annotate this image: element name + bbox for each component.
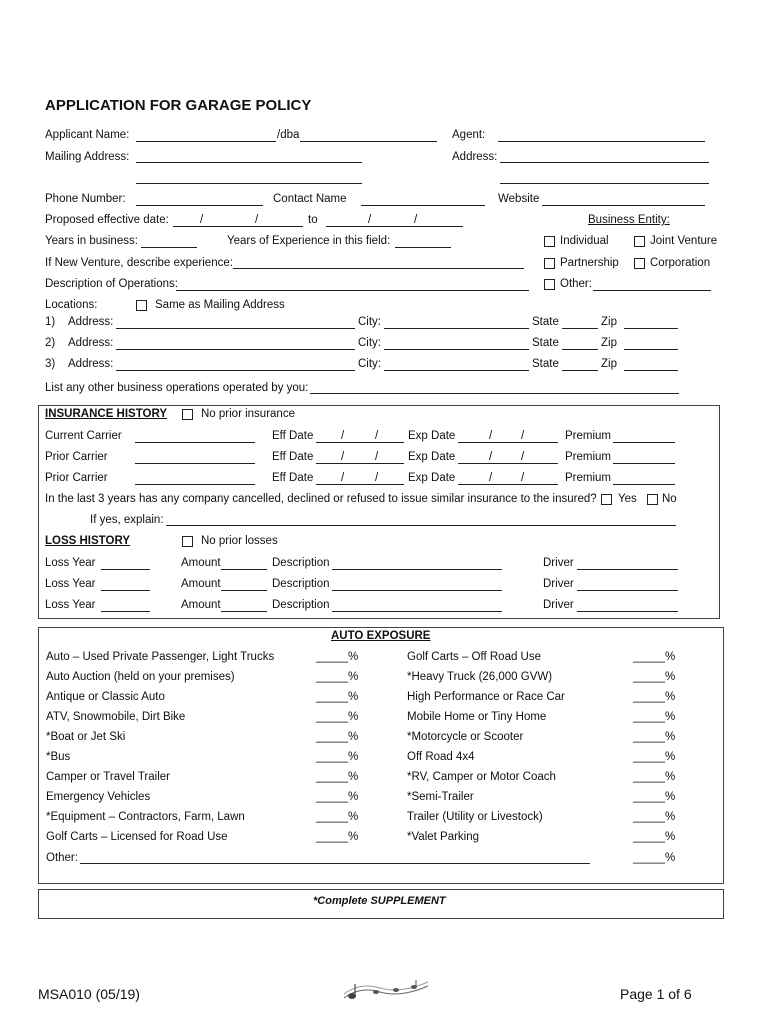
- date-separator: /: [489, 430, 493, 442]
- operations-field[interactable]: [176, 290, 529, 291]
- date-separator: /: [341, 472, 345, 484]
- page-title: APPLICATION FOR GARAGE POLICY: [45, 97, 312, 114]
- carrier-field[interactable]: [135, 484, 255, 485]
- carrier-label: Prior Carrier: [45, 451, 108, 463]
- exposure-pct-left[interactable]: _____%: [316, 831, 359, 843]
- business-entity-label: Business Entity:: [588, 214, 670, 226]
- loss-description-field[interactable]: [332, 569, 502, 570]
- date-separator: /: [375, 472, 379, 484]
- location-address-field[interactable]: [116, 370, 355, 371]
- location-number: 3): [45, 358, 56, 370]
- driver-label: Driver: [543, 578, 574, 590]
- loss-year-field[interactable]: [101, 590, 150, 591]
- corporation-label: Corporation: [650, 257, 711, 269]
- loss-amount-field[interactable]: [221, 590, 267, 591]
- exposure-item-right: *Valet Parking: [407, 831, 480, 843]
- location-state-field[interactable]: [562, 370, 598, 371]
- exposure-pct-left[interactable]: _____%: [316, 651, 359, 663]
- date-separator: /: [368, 214, 372, 226]
- other-exposure-pct[interactable]: _____%: [633, 852, 676, 864]
- years-in-business-field[interactable]: [141, 247, 197, 248]
- loss-amount-label: Amount: [181, 557, 221, 569]
- other-operations-label: List any other business operations operated by you:: [45, 382, 309, 394]
- individual-checkbox[interactable]: [544, 236, 555, 247]
- partnership-checkbox[interactable]: [544, 258, 555, 269]
- cancellation-no-label: No: [662, 493, 677, 505]
- exposure-pct-right[interactable]: _____%: [633, 791, 676, 803]
- date-separator: /: [341, 430, 345, 442]
- locations-label: Locations:: [45, 299, 98, 311]
- music-notes-logo: [340, 978, 432, 1005]
- loss-amount-field[interactable]: [221, 569, 267, 570]
- date-separator: /: [200, 214, 204, 226]
- no-prior-insurance-checkbox[interactable]: [182, 409, 193, 420]
- operations-label: Description of Operations:: [45, 278, 178, 290]
- loss-description-field[interactable]: [332, 611, 502, 612]
- exposure-item-right: *RV, Camper or Motor Coach: [407, 771, 556, 783]
- exposure-pct-right[interactable]: _____%: [633, 711, 676, 723]
- loss-year-label: Loss Year: [45, 599, 96, 611]
- loss-year-label: Loss Year: [45, 578, 96, 590]
- auto-exposure-heading: AUTO EXPOSURE: [331, 630, 431, 642]
- agent-address-label: Address:: [452, 151, 498, 163]
- eff-date-field[interactable]: [316, 484, 404, 485]
- location-city-label: City:: [358, 316, 381, 328]
- explain-label: If yes, explain:: [90, 514, 164, 526]
- eff-date-field[interactable]: [316, 442, 404, 443]
- cancellation-yes-checkbox[interactable]: [601, 494, 612, 505]
- new-venture-label: If New Venture, describe experience:: [45, 257, 233, 269]
- applicant-name-field[interactable]: [136, 141, 276, 142]
- agent-field[interactable]: [498, 141, 705, 142]
- eff-date-label: Eff Date: [272, 430, 314, 442]
- exposure-pct-right[interactable]: _____%: [633, 771, 676, 783]
- mailing-address-label: Mailing Address:: [45, 151, 130, 163]
- exposure-pct-right[interactable]: _____%: [633, 751, 676, 763]
- exposure-item-left: Auto – Used Private Passenger, Light Trucks: [46, 651, 275, 663]
- date-separator: /: [414, 214, 418, 226]
- location-zip-label: Zip: [601, 316, 617, 328]
- exp-date-label: Exp Date: [408, 472, 456, 484]
- exposure-pct-left[interactable]: _____%: [316, 691, 359, 703]
- loss-description-label: Description: [272, 578, 330, 590]
- auto-exposure-section: [38, 627, 724, 884]
- date-separator: /: [375, 430, 379, 442]
- other-exposure-field[interactable]: [80, 863, 590, 864]
- exposure-pct-left[interactable]: _____%: [316, 811, 359, 823]
- location-address-label: Address:: [68, 316, 114, 328]
- date-separator: /: [521, 430, 525, 442]
- exposure-pct-left[interactable]: _____%: [316, 751, 359, 763]
- years-in-business-label: Years in business:: [45, 235, 138, 247]
- location-address-field[interactable]: [116, 349, 355, 350]
- exp-date-label: Exp Date: [408, 451, 456, 463]
- no-prior-losses-checkbox[interactable]: [182, 536, 193, 547]
- loss-description-label: Description: [272, 599, 330, 611]
- premium-label: Premium: [565, 430, 612, 442]
- location-address-field[interactable]: [116, 328, 355, 329]
- exposure-item-right: Off Road 4x4: [407, 751, 475, 763]
- driver-field[interactable]: [577, 569, 678, 570]
- location-address-label: Address:: [68, 337, 114, 349]
- supplement-note: *Complete SUPPLEMENT: [313, 895, 446, 907]
- location-city-label: City:: [358, 337, 381, 349]
- to-label: to: [305, 214, 321, 226]
- other-entity-field[interactable]: [593, 290, 711, 291]
- exposure-pct-right[interactable]: _____%: [633, 671, 676, 683]
- explain-field[interactable]: [166, 525, 676, 526]
- agent-address-line2[interactable]: [500, 183, 709, 184]
- location-state-field[interactable]: [562, 328, 598, 329]
- phone-label: Phone Number:: [45, 193, 126, 205]
- loss-history-heading: LOSS HISTORY: [45, 535, 130, 547]
- loss-year-label: Loss Year: [45, 557, 96, 569]
- exposure-pct-left[interactable]: _____%: [316, 791, 359, 803]
- exp-date-field[interactable]: [458, 442, 558, 443]
- exposure-pct-right[interactable]: _____%: [633, 811, 676, 823]
- exposure-item-right: Golf Carts – Off Road Use: [407, 651, 542, 663]
- loss-year-field[interactable]: [101, 611, 150, 612]
- individual-label: Individual: [560, 235, 609, 247]
- exposure-item-left: Auto Auction (held on your premises): [46, 671, 235, 683]
- location-number: 1): [45, 316, 56, 328]
- location-address-label: Address:: [68, 358, 114, 370]
- other-exposure-label: Other:: [46, 852, 78, 864]
- contact-field[interactable]: [361, 205, 485, 206]
- premium-field[interactable]: [613, 463, 675, 464]
- exp-date-field[interactable]: [458, 463, 558, 464]
- eff-date-field[interactable]: [316, 463, 404, 464]
- location-city-field[interactable]: [384, 349, 529, 350]
- exposure-pct-left[interactable]: _____%: [316, 771, 359, 783]
- exposure-item-right: *Motorcycle or Scooter: [407, 731, 524, 743]
- loss-description-label: Description: [272, 557, 330, 569]
- exposure-item-left: Antique or Classic Auto: [46, 691, 165, 703]
- location-city-field[interactable]: [384, 328, 529, 329]
- no-prior-losses-label: No prior losses: [201, 535, 278, 547]
- partnership-label: Partnership: [560, 257, 619, 269]
- exposure-item-left: ATV, Snowmobile, Dirt Bike: [46, 711, 186, 723]
- location-zip-label: Zip: [601, 337, 617, 349]
- agent-label: Agent:: [452, 129, 486, 141]
- corporation-checkbox[interactable]: [634, 258, 645, 269]
- premium-label: Premium: [565, 451, 612, 463]
- exposure-item-right: Trailer (Utility or Livestock): [407, 811, 543, 823]
- effective-date-from[interactable]: [173, 226, 303, 227]
- date-separator: /: [375, 451, 379, 463]
- exposure-pct-left[interactable]: _____%: [316, 731, 359, 743]
- dba-label: /dba: [277, 129, 300, 141]
- premium-label: Premium: [565, 472, 612, 484]
- exposure-item-left: *Bus: [46, 751, 71, 763]
- other-entity-checkbox[interactable]: [544, 279, 555, 290]
- page-number: Page 1 of 6: [620, 986, 692, 1002]
- exposure-item-right: *Semi-Trailer: [407, 791, 474, 803]
- exposure-item-right: High Performance or Race Car: [407, 691, 565, 703]
- location-state-field[interactable]: [562, 349, 598, 350]
- other-operations-field[interactable]: [310, 393, 679, 394]
- date-separator: /: [341, 451, 345, 463]
- eff-date-label: Eff Date: [272, 451, 314, 463]
- same-as-mailing-checkbox[interactable]: [136, 300, 147, 311]
- exposure-item-left: Camper or Travel Trailer: [46, 771, 170, 783]
- location-state-label: State: [532, 337, 559, 349]
- website-label: Website: [498, 193, 540, 205]
- driver-label: Driver: [543, 557, 574, 569]
- exposure-item-left: *Equipment – Contractors, Farm, Lawn: [46, 811, 245, 823]
- exposure-pct-right[interactable]: _____%: [633, 691, 676, 703]
- carrier-field[interactable]: [135, 463, 255, 464]
- exposure-item-left: Emergency Vehicles: [46, 791, 151, 803]
- location-state-label: State: [532, 358, 559, 370]
- date-separator: /: [489, 451, 493, 463]
- loss-amount-field[interactable]: [221, 611, 267, 612]
- no-prior-insurance-label: No prior insurance: [201, 408, 295, 420]
- applicant-name-label: Applicant Name:: [45, 129, 130, 141]
- loss-year-field[interactable]: [101, 569, 150, 570]
- driver-label: Driver: [543, 599, 574, 611]
- carrier-label: Current Carrier: [45, 430, 122, 442]
- other-entity-label: Other:: [560, 278, 592, 290]
- location-zip-label: Zip: [601, 358, 617, 370]
- date-separator: /: [255, 214, 259, 226]
- loss-amount-label: Amount: [181, 599, 221, 611]
- date-separator: /: [521, 451, 525, 463]
- agent-address-field[interactable]: [500, 162, 709, 163]
- experience-field[interactable]: [395, 247, 451, 248]
- location-zip-field[interactable]: [624, 328, 678, 329]
- exposure-pct-left[interactable]: _____%: [316, 711, 359, 723]
- date-separator: /: [489, 472, 493, 484]
- history-section: [38, 405, 720, 619]
- experience-label: Years of Experience in this field:: [227, 235, 391, 247]
- location-city-field[interactable]: [384, 370, 529, 371]
- premium-field[interactable]: [613, 442, 675, 443]
- exposure-pct-left[interactable]: _____%: [316, 671, 359, 683]
- location-zip-field[interactable]: [624, 370, 678, 371]
- location-zip-field[interactable]: [624, 349, 678, 350]
- location-state-label: State: [532, 316, 559, 328]
- exp-date-label: Exp Date: [408, 430, 456, 442]
- driver-field[interactable]: [577, 611, 678, 612]
- phone-field[interactable]: [136, 205, 263, 206]
- driver-field[interactable]: [577, 590, 678, 591]
- location-city-label: City:: [358, 358, 381, 370]
- cancellation-no-checkbox[interactable]: [647, 494, 658, 505]
- new-venture-field[interactable]: [233, 268, 524, 269]
- form-id: MSA010 (05/19): [38, 986, 140, 1002]
- carrier-field[interactable]: [135, 442, 255, 443]
- cancellation-yes-label: Yes: [618, 493, 637, 505]
- exposure-item-left: *Boat or Jet Ski: [46, 731, 126, 743]
- exp-date-field[interactable]: [458, 484, 558, 485]
- cancellation-question: In the last 3 years has any company cancelled, declined or refused to issue similar insurance to the insured?: [45, 493, 597, 505]
- exposure-item-right: *Heavy Truck (26,000 GVW): [407, 671, 553, 683]
- loss-amount-label: Amount: [181, 578, 221, 590]
- exposure-item-left: Golf Carts – Licensed for Road Use: [46, 831, 228, 843]
- insurance-history-heading: INSURANCE HISTORY: [45, 408, 168, 420]
- mailing-address-field[interactable]: [136, 162, 362, 163]
- eff-date-label: Eff Date: [272, 472, 314, 484]
- premium-field[interactable]: [613, 484, 675, 485]
- exposure-pct-right[interactable]: _____%: [633, 731, 676, 743]
- effective-date-label: Proposed effective date:: [45, 214, 169, 226]
- website-field[interactable]: [542, 205, 705, 206]
- mailing-address-line2[interactable]: [136, 183, 362, 184]
- exposure-pct-right[interactable]: _____%: [633, 831, 676, 843]
- loss-description-field[interactable]: [332, 590, 502, 591]
- dba-field[interactable]: [300, 141, 437, 142]
- location-number: 2): [45, 337, 56, 349]
- joint-venture-label: Joint Venture: [650, 235, 718, 247]
- same-as-mailing-label: Same as Mailing Address: [155, 299, 285, 311]
- effective-date-to[interactable]: [326, 226, 463, 227]
- exposure-pct-right[interactable]: _____%: [633, 651, 676, 663]
- carrier-label: Prior Carrier: [45, 472, 108, 484]
- exposure-item-right: Mobile Home or Tiny Home: [407, 711, 547, 723]
- contact-label: Contact Name: [273, 193, 347, 205]
- joint-venture-checkbox[interactable]: [634, 236, 645, 247]
- date-separator: /: [521, 472, 525, 484]
